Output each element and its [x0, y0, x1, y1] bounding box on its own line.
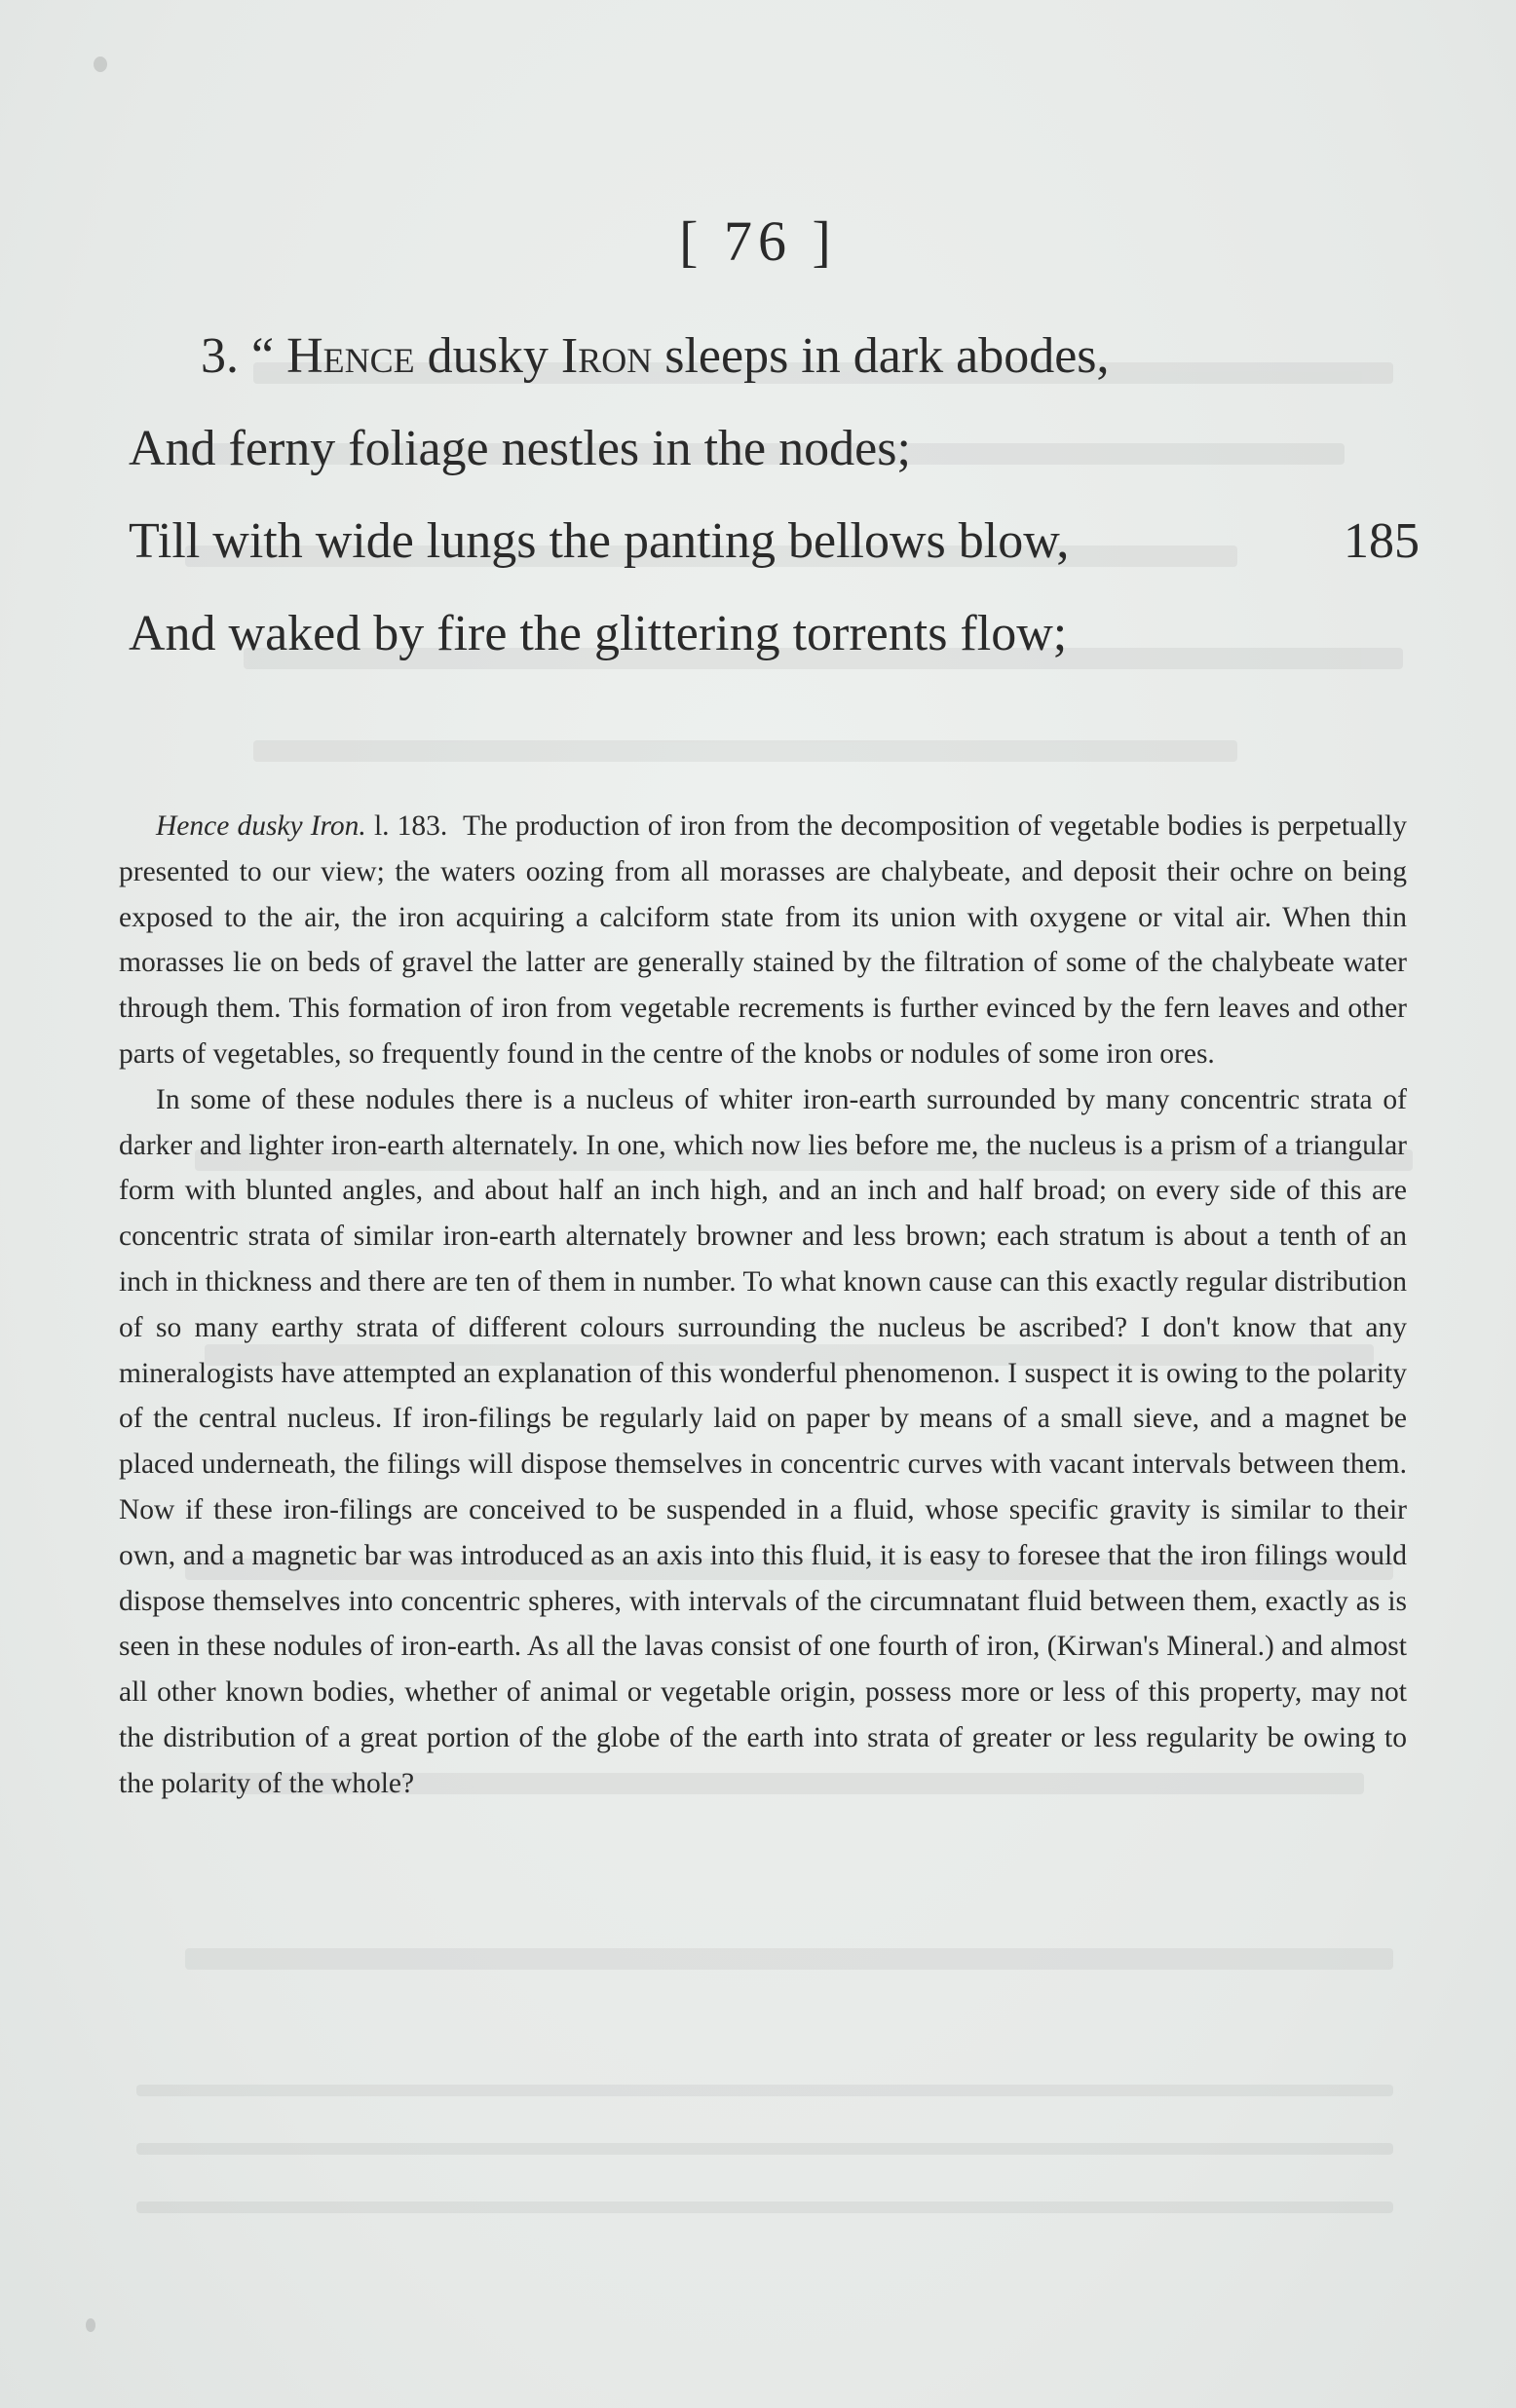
verse-block: [129, 310, 1424, 680]
note-paragraph-1: [119, 804, 1407, 1077]
verse-line-2: And ferny foliage nestles in the nodes;: [129, 421, 911, 476]
verse-line-1: [129, 310, 1424, 402]
verse-line-3: [129, 495, 1424, 587]
verse-word-iron: Iron: [560, 328, 653, 384]
note-reference: Hence dusky Iron.: [156, 810, 366, 842]
verse-line-3-text: Till with wide lungs the panting bellows blow,: [129, 513, 1070, 569]
note-paragraph-2: In some of these nodules there is a nucleus of whiter iron-earth surrounded by many concentric strata of darker and lighter iron-earth alternately. In one, which now lies before me, the nucleus is a prism of a triangular form with blunted angles, and about half an inch high, and an inch and half broad; on every side of this are concentric strata of similar iron-earth alternately browner and less brown; each stratum is about a tenth of an inch in thickness and there are ten of them in number. To what known cause can this exactly regular distribution of so many earthy strata of different colours surrounding the nucleus be ascribed? I don't know that any mineralogists have attempted an explanation of this wonderful phenomenon. I suspect it is owing to the polarity of the central nucleus. If iron-filings be regularly laid on paper by means of a small sieve, and a magnet be placed underneath, the filings will dispose themselves in concentric curves with vacant intervals between them. Now if these iron-filings are conceived to be suspended in a fluid, whose specific gravity is similar to their own, and a magnetic bar was introduced as an axis into this fluid, it is easy to foresee that the iron filings would dispose themselves into concentric spheres, with intervals of the circumnatant fluid between them, exactly as is seen in these nodules of iron-earth. As all the lavas consist of one fourth of iron, (Kirwan's Mineral.) and almost all other known bodies, whether of animal or vegetable origin, possess more or less of this property, may not the distribution of a great portion of the globe of the earth into strata of greater or less regularity be owing to the polarity of the whole?: [119, 1083, 1407, 1799]
verse-line-4: And waked by fire the glittering torrents flow;: [129, 606, 1068, 661]
paper-spot: [94, 56, 107, 72]
verse-word-dusky: dusky: [427, 328, 549, 384]
line-number: 185: [1344, 513, 1420, 569]
verse-line-1-rest: sleeps in dark abodes,: [664, 328, 1110, 384]
note-reference-line: l. 183.: [373, 810, 448, 842]
stanza-number: 3.: [201, 328, 239, 384]
page-number: [ 76 ]: [679, 209, 837, 273]
note-paragraph-1-text: The production of iron from the decomposition of vegetable bodies is perpetually presented to our view; the waters oozing from all morasses are chalybeate, and deposit their ochre on being exposed to the air, the iron acquiring a calciform state from its union with oxygene or vital air. When thin morasses lie on beds of gravel the latter are generally stained by the filtration of some of the chalybeate water through them. This formation of iron from vegetable recrements is further evinced by the fern leaves and other parts of vegetables, so frequently found in the centre of the knobs or nodules of some iron ores.: [119, 810, 1408, 1070]
verse-word-hence: Hence: [286, 328, 415, 384]
footnote-block: [119, 804, 1407, 1807]
open-quote: “: [251, 328, 275, 384]
paper-spot: [86, 2318, 95, 2332]
